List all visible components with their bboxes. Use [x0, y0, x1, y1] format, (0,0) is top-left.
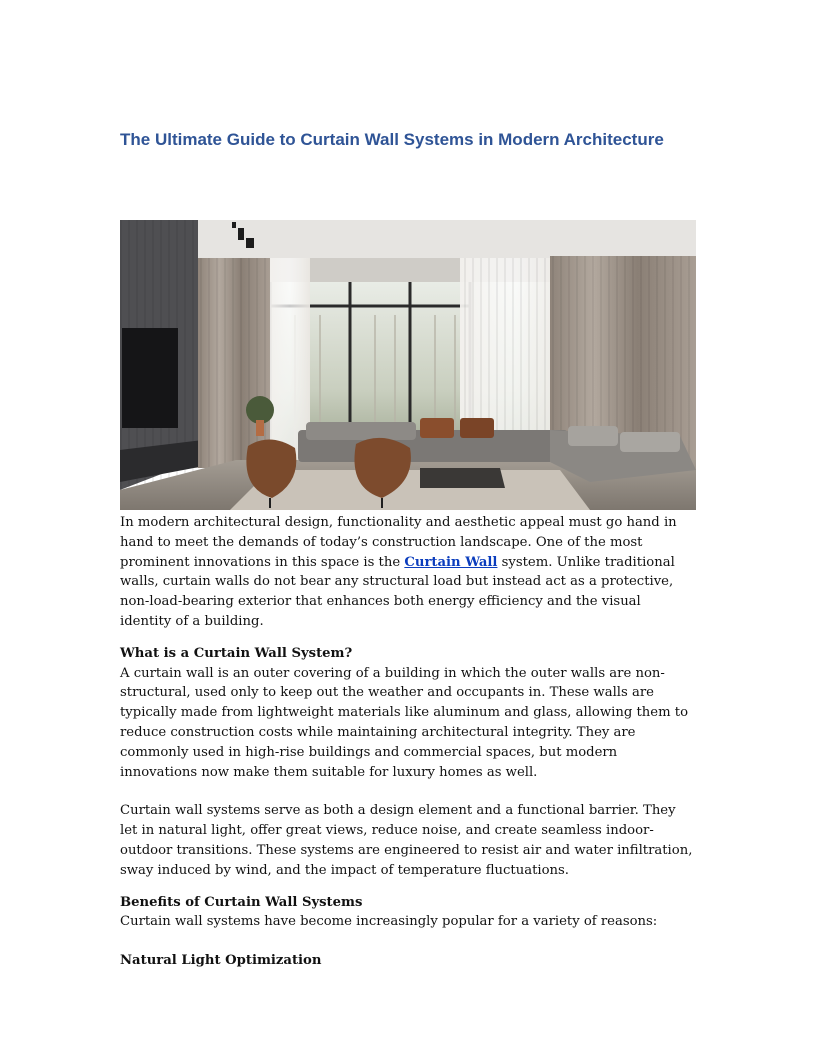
intro-text-end: system. Unlike traditional walls, curtain walls do not bear any structural load but instead act as a protective, non-load-bearing exterior that enhances both energy efficiency and the visual identity of a building.	[120, 554, 675, 629]
living-room-photo	[120, 220, 696, 510]
section-paragraph-function: Curtain wall systems serve as both a design element and a functional barrier. They let in natural light, offer great views, reduce noise, and create seamless indoor-outdoor transitions. These systems are engineered to resist air and water infiltration, sway induced by wind, and the impact of temperature fluctuations.	[120, 803, 693, 878]
document-body	[120, 513, 696, 971]
document-title: The Ultimate Guide to Curtain Wall Systems in Modern Architecture	[120, 130, 664, 149]
intro-paragraph	[120, 513, 696, 632]
section-heading-natural-light: Natural Light Optimization	[120, 953, 322, 969]
section-paragraph-definition: A curtain wall is an outer covering of a building in which the outer walls are non-structural, used only to keep out the weather and occupants in. These walls are typically made from lightweight materials like aluminum and glass, allowing them to reduce construction costs while maintaining architectural integrity. They are commonly used in high-rise buildings and commercial spaces, but modern innovations now make them suitable for luxury homes as well.	[120, 665, 689, 780]
section-heading-what-is: What is a Curtain Wall System?	[120, 645, 353, 661]
section-heading-benefits: Benefits of Curtain Wall Systems	[120, 894, 363, 910]
benefits-intro: Curtain wall systems have become increasingly popular for a variety of reasons:	[120, 914, 658, 930]
intro-text-start: In modern architectural design, functionality and aesthetic appeal must go hand in hand to meet the demands of today’s construction landscape. One of the most prominent innovations in this space is the	[120, 515, 677, 570]
curtain-wall-link[interactable]: Curtain Wall	[404, 554, 498, 570]
